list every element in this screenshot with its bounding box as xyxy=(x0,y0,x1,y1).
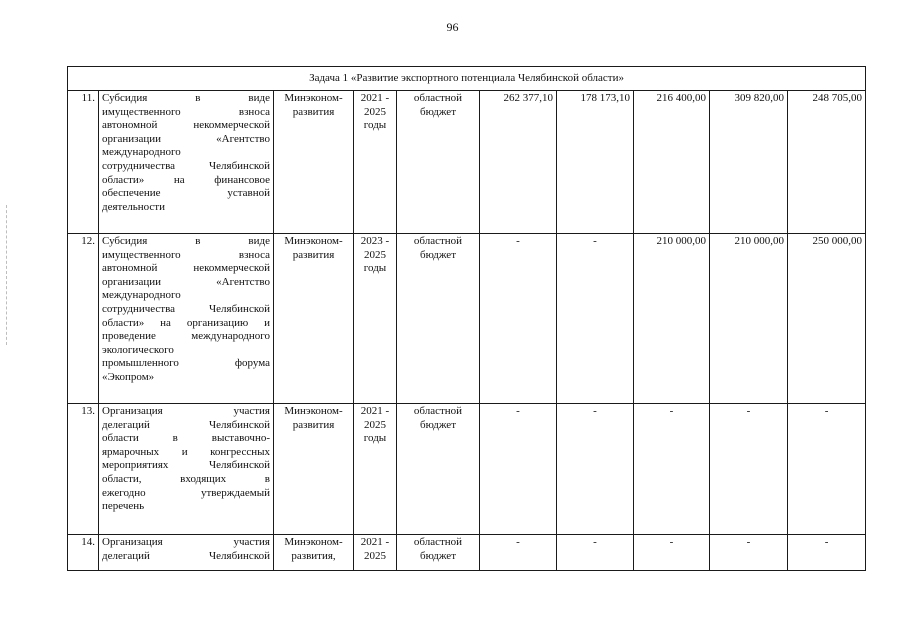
amount-year-2: - xyxy=(557,234,634,404)
executor xyxy=(274,404,354,535)
cell-line: международного xyxy=(102,289,181,302)
cell-line: ежегодно утверждаемый xyxy=(102,486,270,499)
cell-line: 2021 - xyxy=(360,92,390,104)
amount-year-3: - xyxy=(634,404,710,535)
cell-line: 2023 - xyxy=(360,235,390,247)
cell-line: перечень xyxy=(102,500,145,513)
row-number: 14. xyxy=(68,535,99,571)
cell-line: Организация участия xyxy=(102,536,270,548)
funding-source xyxy=(397,234,480,404)
cell-line: Организация участия xyxy=(102,405,270,417)
cell-line: развития, xyxy=(291,549,336,562)
cell-line: бюджет xyxy=(420,549,456,562)
cell-line: мероприятиях Челябинской xyxy=(102,459,270,472)
amount-year-5: 250 000,00 xyxy=(788,234,866,404)
implementation-period xyxy=(354,535,397,571)
table-row xyxy=(68,535,866,571)
cell-line: «Экопром» xyxy=(102,370,155,383)
amount-year-5: - xyxy=(788,535,866,571)
page-number: 96 xyxy=(446,20,459,34)
cell-line: области в выставочно- xyxy=(102,432,270,445)
cell-line: Минэконом- xyxy=(284,235,343,247)
program-table xyxy=(67,66,866,571)
amount-year-3: 216 400,00 xyxy=(634,91,710,234)
cell-line: сотрудничества Челябинской xyxy=(102,302,270,315)
cell-line: Минэконом- xyxy=(284,92,343,104)
measure-name xyxy=(99,234,274,404)
cell-line: организации «Агентство xyxy=(102,275,270,288)
cell-line: Субсидия в виде xyxy=(102,92,270,104)
cell-line: экологического xyxy=(102,343,174,356)
cell-line: деятельности xyxy=(102,200,165,213)
cell-line: бюджет xyxy=(420,105,456,118)
cell-line: имущественного взноса xyxy=(102,105,270,118)
margin-scan-mark xyxy=(6,205,8,345)
row-number: 11. xyxy=(68,91,99,234)
cell-line: 2021 - xyxy=(360,536,390,548)
cell-line: 2025 xyxy=(364,248,386,261)
implementation-period xyxy=(354,234,397,404)
cell-line: годы xyxy=(363,432,387,445)
measure-name xyxy=(99,404,274,535)
funding-source xyxy=(397,91,480,234)
cell-line: годы xyxy=(363,262,387,275)
amount-year-3: - xyxy=(634,535,710,571)
funding-source xyxy=(397,535,480,571)
amount-year-4: - xyxy=(710,404,788,535)
cell-line: обеспечение уставной xyxy=(102,187,270,200)
table-row xyxy=(68,91,866,234)
cell-line: развития xyxy=(292,105,335,118)
cell-line: международного xyxy=(102,146,181,159)
cell-line: Минэконом- xyxy=(284,405,343,417)
implementation-period xyxy=(354,91,397,234)
cell-line: области, входящих в xyxy=(102,472,270,485)
cell-line: ярмарочных и конгрессных xyxy=(102,445,270,458)
cell-line: развития xyxy=(292,418,335,431)
amount-year-1: - xyxy=(480,234,557,404)
task-header: Задача 1 «Развитие экспортного потенциала Челябинской области» xyxy=(68,67,866,91)
cell-line: проведение международного xyxy=(102,330,270,343)
cell-line: бюджет xyxy=(420,418,456,431)
amount-year-4: 309 820,00 xyxy=(710,91,788,234)
amount-year-1: - xyxy=(480,404,557,535)
funding-source xyxy=(397,404,480,535)
table-row xyxy=(68,234,866,404)
measure-name xyxy=(99,535,274,571)
cell-line: Минэконом- xyxy=(284,536,343,548)
amount-year-3: 210 000,00 xyxy=(634,234,710,404)
cell-line: бюджет xyxy=(420,248,456,261)
amount-year-5: - xyxy=(788,404,866,535)
cell-line: делегаций Челябинской xyxy=(102,418,270,431)
cell-line: Субсидия в виде xyxy=(102,235,270,247)
cell-line: областной xyxy=(413,405,463,417)
row-number: 13. xyxy=(68,404,99,535)
cell-line: организации «Агентство xyxy=(102,132,270,145)
cell-line: автономной некоммерческой xyxy=(102,119,270,132)
amount-year-2: - xyxy=(557,535,634,571)
cell-line: имущественного взноса xyxy=(102,248,270,261)
cell-line: области» на организацию и xyxy=(102,316,270,329)
cell-line: развития xyxy=(292,248,335,261)
amount-year-4: - xyxy=(710,535,788,571)
cell-line: сотрудничества Челябинской xyxy=(102,159,270,172)
amount-year-2: 178 173,10 xyxy=(557,91,634,234)
cell-line: годы xyxy=(363,119,387,132)
executor xyxy=(274,91,354,234)
cell-line: автономной некоммерческой xyxy=(102,262,270,275)
table-row xyxy=(68,404,866,535)
amount-year-1: 262 377,10 xyxy=(480,91,557,234)
cell-line: областной xyxy=(413,92,463,104)
executor xyxy=(274,535,354,571)
cell-line: 2025 xyxy=(364,418,386,431)
implementation-period xyxy=(354,404,397,535)
executor xyxy=(274,234,354,404)
measure-name xyxy=(99,91,274,234)
amount-year-5: 248 705,00 xyxy=(788,91,866,234)
cell-line: 2021 - xyxy=(360,405,390,417)
cell-line: делегаций Челябинской xyxy=(102,549,270,562)
cell-line: 2025 xyxy=(364,549,386,562)
cell-line: областной xyxy=(413,235,463,247)
cell-line: области» на финансовое xyxy=(102,173,270,186)
task-header-row xyxy=(68,67,866,91)
amount-year-2: - xyxy=(557,404,634,535)
cell-line: 2025 xyxy=(364,105,386,118)
amount-year-4: 210 000,00 xyxy=(710,234,788,404)
row-number: 12. xyxy=(68,234,99,404)
amount-year-1: - xyxy=(480,535,557,571)
cell-line: промышленного форума xyxy=(102,357,270,370)
cell-line: областной xyxy=(413,536,463,548)
